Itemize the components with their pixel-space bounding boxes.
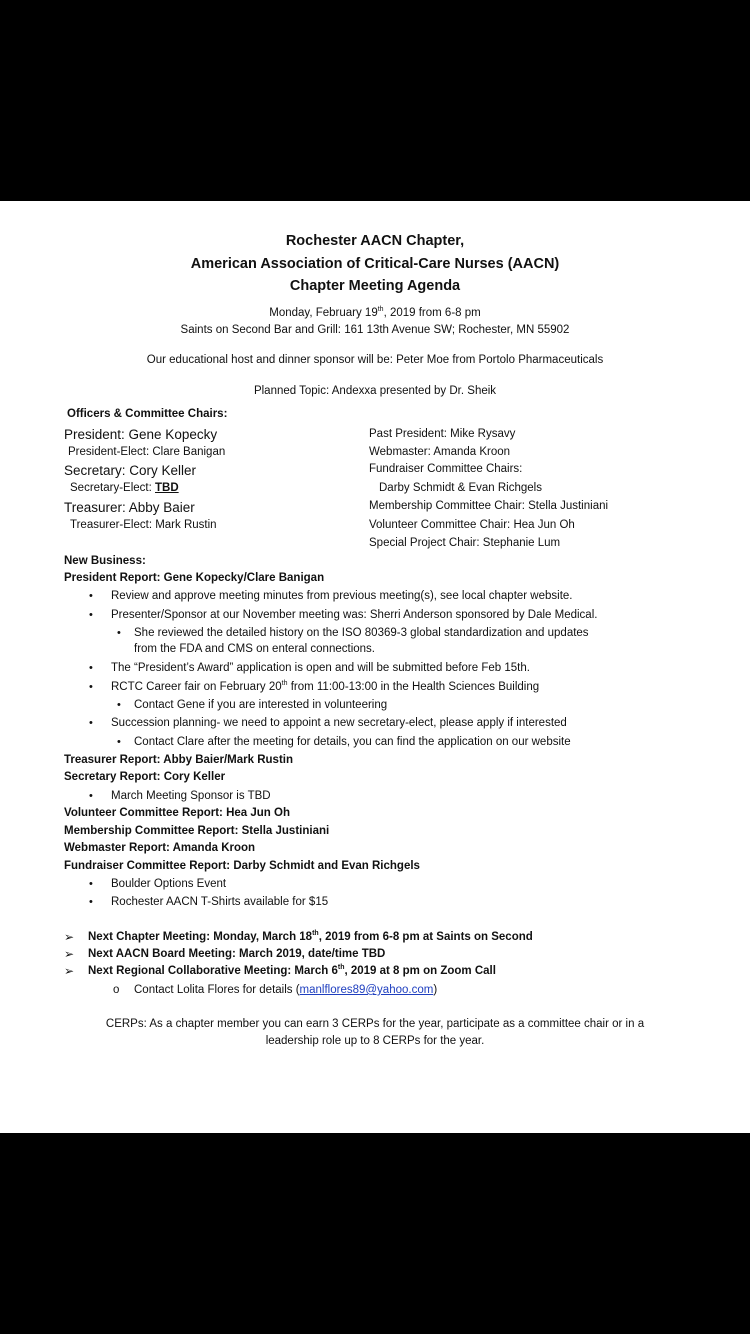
bullet-icon: • [89, 590, 93, 602]
agenda-document [0, 201, 750, 1133]
cerps-line-1: CERPs: As a chapter member you can earn 3 CERPs for the year, participate as a committee chair or in a [105, 1018, 645, 1030]
pres-subitem-iso-2: from the FDA and CMS on enteral connections. [134, 643, 375, 655]
bullet-icon: • [89, 662, 93, 674]
arrow-icon: ➢ [64, 930, 75, 944]
pres-item-presenter: Presenter/Sponsor at our November meeting was: Sherri Anderson sponsored by Dale Medical. [111, 609, 598, 621]
next-chapter-meeting: Next Chapter Meeting: Monday, March 18th, 2019 from 6-8 pm at Saints on Second [88, 930, 533, 943]
pres-subitem-contact-clare: Contact Clare after the meeting for details, you can find the application on our website [134, 736, 571, 748]
meeting-date: Monday, February 19th, 2019 from 6-8 pm [269, 306, 481, 319]
president-report: President Report: Gene Kopecky/Clare Banigan [64, 572, 325, 584]
host-sponsor: Our educational host and dinner sponsor will be: Peter Moe from Portolo Pharmaceuticals [146, 354, 604, 366]
membership-report: Membership Committee Report: Stella Justiniani [64, 825, 330, 837]
meeting-location: Saints on Second Bar and Grill: 161 13th Avenue SW; Rochester, MN 55902 [180, 324, 570, 336]
bullet-icon: • [89, 790, 93, 802]
webmaster-report: Webmaster Report: Amanda Kroon [64, 842, 256, 854]
officer-treasurer: Treasurer: Abby Baier [64, 500, 195, 515]
officers-heading: Officers & Committee Chairs: [67, 408, 228, 420]
fund-item-tshirts: Rochester AACN T-Shirts available for $15 [111, 896, 329, 908]
pres-subitem-iso-1: She reviewed the detailed history on the ISO 80369-3 global standardization and updates [134, 627, 589, 639]
arrow-icon: ➢ [64, 947, 75, 961]
officer-president: President: Gene Kopecky [64, 427, 218, 442]
bullet-icon: • [89, 681, 93, 693]
next-regional-meeting: Next Regional Collaborative Meeting: March 6th, 2019 at 8 pm on Zoom Call [88, 964, 496, 977]
circle-bullet-icon: o [113, 984, 120, 996]
officer-fundraiser-label: Fundraiser Committee Chairs: [369, 463, 523, 475]
pres-item-minutes: Review and approve meeting minutes from previous meeting(s), see local chapter website. [111, 590, 573, 602]
officer-volunteer: Volunteer Committee Chair: Hea Jun Oh [369, 519, 575, 531]
officer-treasurer-elect: Treasurer-Elect: Mark Rustin [70, 519, 217, 531]
officer-past-president: Past President: Mike Rysavy [369, 428, 516, 440]
fundraiser-report: Fundraiser Committee Report: Darby Schmidt and Evan Richgels [64, 860, 420, 872]
bullet-icon: • [89, 878, 93, 890]
officer-webmaster: Webmaster: Amanda Kroon [369, 446, 511, 458]
email-link[interactable]: manlflores89@yahoo.com [299, 984, 434, 996]
fund-item-boulder: Boulder Options Event [111, 878, 227, 890]
secretary-item-sponsor: March Meeting Sponsor is TBD [111, 790, 271, 802]
officer-secretary-elect: Secretary-Elect: TBD [70, 482, 179, 494]
bullet-icon: • [89, 896, 93, 908]
secretary-report: Secretary Report: Cory Keller [64, 771, 226, 783]
chapter-name: Rochester AACN Chapter, [285, 233, 465, 249]
volunteer-report: Volunteer Committee Report: Hea Jun Oh [64, 807, 290, 819]
officer-special-project: Special Project Chair: Stephanie Lum [369, 537, 561, 549]
bullet-icon: • [117, 627, 121, 639]
cerps-line-2: leadership role up to 8 CERPs for the year. [265, 1035, 485, 1047]
treasurer-report: Treasurer Report: Abby Baier/Mark Rustin [64, 754, 293, 766]
officer-president-elect: President-Elect: Clare Banigan [68, 446, 226, 458]
pres-item-career-fair: RCTC Career fair on February 20th from 11:00-13:00 in the Health Sciences Building [111, 680, 540, 693]
new-business-heading: New Business: [64, 555, 146, 567]
bullet-icon: • [89, 717, 93, 729]
pres-subitem-volunteer: Contact Gene if you are interested in volunteering [134, 699, 388, 711]
officer-secretary: Secretary: Cory Keller [64, 463, 197, 478]
bullet-icon: • [89, 609, 93, 621]
pres-item-award: The “President’s Award” application is open and will be submitted before Feb 15th. [111, 662, 530, 674]
bullet-icon: • [117, 699, 121, 711]
agenda-title: Chapter Meeting Agenda [289, 278, 461, 294]
officer-fundraiser-names: Darby Schmidt & Evan Richgels [379, 482, 542, 494]
association-name: American Association of Critical-Care Nurses (AACN) [190, 256, 560, 272]
pres-item-succession: Succession planning- we need to appoint a new secretary-elect, please apply if interested [111, 717, 567, 729]
bullet-icon: • [117, 736, 121, 748]
contact-lolita: Contact Lolita Flores for details (manlflores89@yahoo.com) [134, 984, 438, 996]
planned-topic: Planned Topic: Andexxa presented by Dr. Sheik [253, 385, 497, 397]
next-board-meeting: Next AACN Board Meeting: March 2019, date/time TBD [88, 948, 386, 960]
officer-membership: Membership Committee Chair: Stella Justiniani [369, 500, 609, 512]
arrow-icon: ➢ [64, 964, 75, 978]
